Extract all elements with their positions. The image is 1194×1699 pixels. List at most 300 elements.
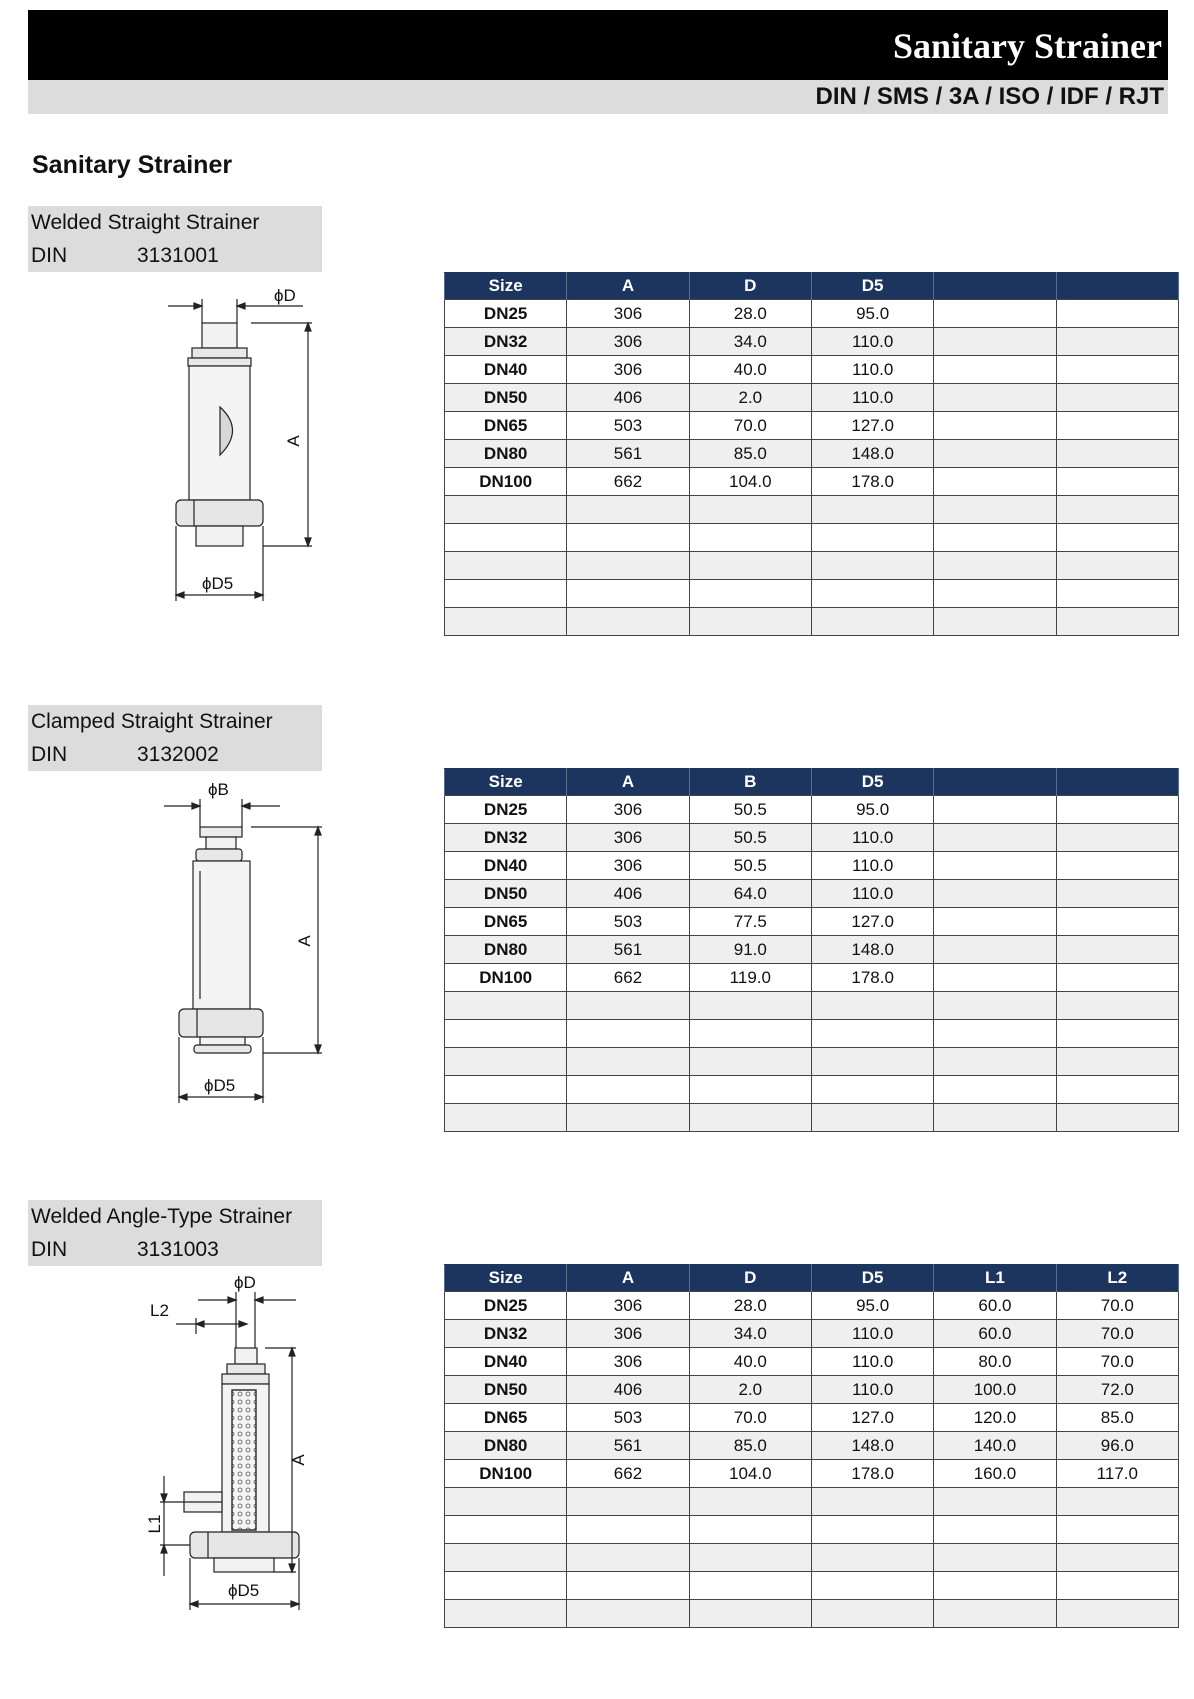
value-cell [811, 1544, 933, 1572]
value-cell [811, 496, 933, 524]
value-cell [1056, 412, 1178, 440]
table-row [445, 1404, 1179, 1432]
value-cell: 91.0 [689, 936, 811, 964]
column-header: L1 [934, 1265, 1056, 1292]
value-cell: 127.0 [811, 412, 933, 440]
size-cell: DN65 [445, 1404, 567, 1432]
column-header: D [689, 1265, 811, 1292]
value-cell: 160.0 [934, 1460, 1056, 1488]
value-cell [1056, 552, 1178, 580]
size-cell [445, 608, 567, 636]
dim-label-bottom: ϕD5 [228, 1581, 260, 1600]
size-cell: DN40 [445, 1348, 567, 1376]
size-cell: DN50 [445, 1376, 567, 1404]
value-cell [689, 1488, 811, 1516]
table-row [445, 1048, 1179, 1076]
table-header-row [445, 769, 1179, 796]
value-cell: 148.0 [811, 440, 933, 468]
dim-label-side: A [289, 1454, 308, 1466]
size-cell: DN80 [445, 440, 567, 468]
value-cell: 306 [567, 1320, 689, 1348]
value-cell: 60.0 [934, 1292, 1056, 1320]
table-row [445, 936, 1179, 964]
table-row [445, 1348, 1179, 1376]
size-cell: DN25 [445, 300, 567, 328]
value-cell [934, 796, 1056, 824]
value-cell: 50.5 [689, 852, 811, 880]
table-row [445, 468, 1179, 496]
value-cell [1056, 1516, 1178, 1544]
value-cell: 34.0 [689, 328, 811, 356]
value-cell: 306 [567, 1348, 689, 1376]
value-cell: 148.0 [811, 1432, 933, 1460]
table-row [445, 1488, 1179, 1516]
size-cell [445, 1020, 567, 1048]
value-cell [934, 992, 1056, 1020]
size-cell [445, 1104, 567, 1132]
table-row [445, 440, 1179, 468]
value-cell: 406 [567, 880, 689, 908]
spec-table-clamped-straight [444, 768, 1179, 1132]
drawing-welded-angle [140, 1270, 360, 1610]
section-standard: DIN [31, 1238, 68, 1261]
value-cell [811, 552, 933, 580]
value-cell [934, 496, 1056, 524]
value-cell: 50.5 [689, 796, 811, 824]
value-cell: 85.0 [1056, 1404, 1178, 1432]
value-cell: 306 [567, 356, 689, 384]
section-code: 3132002 [137, 743, 219, 766]
value-cell [1056, 936, 1178, 964]
section-label-welded-angle [28, 1200, 322, 1266]
value-cell [567, 1488, 689, 1516]
value-cell [567, 580, 689, 608]
value-cell [934, 300, 1056, 328]
value-cell: 70.0 [1056, 1320, 1178, 1348]
value-cell: 95.0 [811, 796, 933, 824]
value-cell [567, 552, 689, 580]
value-cell: 72.0 [1056, 1376, 1178, 1404]
value-cell [811, 1020, 933, 1048]
value-cell: 28.0 [689, 300, 811, 328]
table-row [445, 880, 1179, 908]
value-cell: 110.0 [811, 880, 933, 908]
table-row [445, 1292, 1179, 1320]
value-cell [934, 356, 1056, 384]
value-cell [1056, 880, 1178, 908]
size-cell: DN25 [445, 796, 567, 824]
size-cell [445, 1488, 567, 1516]
drawing-welded-straight [150, 275, 350, 605]
section-name: Welded Angle-Type Strainer [31, 1205, 293, 1228]
value-cell: 561 [567, 1432, 689, 1460]
column-header: D5 [811, 1265, 933, 1292]
table-row [445, 964, 1179, 992]
value-cell [811, 1488, 933, 1516]
page-heading: Sanitary Strainer [32, 151, 233, 179]
value-cell: 110.0 [811, 1376, 933, 1404]
value-cell [1056, 992, 1178, 1020]
value-cell: 662 [567, 1460, 689, 1488]
dim-label-bottom: ϕD5 [202, 574, 234, 593]
value-cell: 64.0 [689, 880, 811, 908]
section-label-clamped-straight [28, 705, 322, 771]
table-row [445, 796, 1179, 824]
drawing-clamped-straight [150, 775, 350, 1105]
value-cell: 127.0 [811, 1404, 933, 1432]
value-cell: 95.0 [811, 300, 933, 328]
dim-label-bottom: ϕD5 [204, 1076, 236, 1095]
value-cell [567, 1048, 689, 1076]
value-cell: 60.0 [934, 1320, 1056, 1348]
value-cell [934, 608, 1056, 636]
value-cell: 2.0 [689, 384, 811, 412]
dim-label-side: A [295, 935, 314, 947]
value-cell [689, 1020, 811, 1048]
dim-label-side: A [284, 435, 303, 447]
table-row [445, 852, 1179, 880]
size-cell: DN32 [445, 1320, 567, 1348]
value-cell: 2.0 [689, 1376, 811, 1404]
value-cell: 503 [567, 412, 689, 440]
size-cell: DN40 [445, 356, 567, 384]
value-cell [934, 880, 1056, 908]
value-cell [689, 1076, 811, 1104]
value-cell [934, 552, 1056, 580]
header-bar [28, 10, 1168, 80]
header-title: Sanitary Strainer [893, 26, 1162, 66]
value-cell [1056, 796, 1178, 824]
header-subtitle: DIN / SMS / 3A / ISO / IDF / RJT [815, 83, 1164, 110]
section-name: Clamped Straight Strainer [31, 710, 273, 733]
size-cell: DN25 [445, 1292, 567, 1320]
value-cell: 85.0 [689, 440, 811, 468]
value-cell [1056, 964, 1178, 992]
value-cell [1056, 1076, 1178, 1104]
value-cell [811, 580, 933, 608]
column-header: D [689, 273, 811, 300]
value-cell [1056, 384, 1178, 412]
column-header: A [567, 1265, 689, 1292]
value-cell: 110.0 [811, 384, 933, 412]
value-cell [1056, 824, 1178, 852]
value-cell [934, 468, 1056, 496]
spec-table-welded-straight [444, 272, 1179, 636]
value-cell: 110.0 [811, 328, 933, 356]
value-cell: 178.0 [811, 964, 933, 992]
value-cell [934, 412, 1056, 440]
value-cell [567, 496, 689, 524]
value-cell [934, 936, 1056, 964]
table-row [445, 300, 1179, 328]
value-cell [689, 1600, 811, 1628]
value-cell: 120.0 [934, 1404, 1056, 1432]
value-cell [689, 1516, 811, 1544]
value-cell: 70.0 [1056, 1348, 1178, 1376]
column-header [934, 273, 1056, 300]
value-cell [567, 1076, 689, 1104]
value-cell [811, 992, 933, 1020]
value-cell [1056, 524, 1178, 552]
table-header-row [445, 273, 1179, 300]
value-cell: 662 [567, 964, 689, 992]
value-cell: 140.0 [934, 1432, 1056, 1460]
value-cell [1056, 1572, 1178, 1600]
size-cell [445, 1048, 567, 1076]
value-cell: 117.0 [1056, 1460, 1178, 1488]
value-cell: 662 [567, 468, 689, 496]
size-cell: DN100 [445, 1460, 567, 1488]
value-cell [934, 1076, 1056, 1104]
value-cell: 110.0 [811, 1348, 933, 1376]
value-cell [1056, 1544, 1178, 1572]
value-cell [934, 1048, 1056, 1076]
value-cell [689, 496, 811, 524]
value-cell [1056, 1020, 1178, 1048]
value-cell [934, 908, 1056, 936]
table-row [445, 384, 1179, 412]
size-cell: DN50 [445, 880, 567, 908]
column-header [1056, 769, 1178, 796]
value-cell: 406 [567, 1376, 689, 1404]
value-cell: 40.0 [689, 356, 811, 384]
value-cell [1056, 580, 1178, 608]
value-cell: 306 [567, 852, 689, 880]
value-cell [689, 992, 811, 1020]
value-cell [689, 1048, 811, 1076]
table-row [445, 1544, 1179, 1572]
value-cell [934, 1020, 1056, 1048]
value-cell: 306 [567, 824, 689, 852]
value-cell [934, 852, 1056, 880]
value-cell [689, 1572, 811, 1600]
table-row [445, 1376, 1179, 1404]
value-cell [689, 1544, 811, 1572]
table-row [445, 1516, 1179, 1544]
value-cell: 561 [567, 936, 689, 964]
value-cell: 110.0 [811, 824, 933, 852]
table-row [445, 412, 1179, 440]
value-cell [811, 524, 933, 552]
value-cell [934, 524, 1056, 552]
value-cell: 110.0 [811, 356, 933, 384]
value-cell: 306 [567, 300, 689, 328]
value-cell [811, 1600, 933, 1628]
value-cell [934, 1544, 1056, 1572]
value-cell: 100.0 [934, 1376, 1056, 1404]
section-code: 3131003 [137, 1238, 219, 1261]
size-cell [445, 496, 567, 524]
section-label-welded-straight [28, 206, 322, 272]
section-standard: DIN [31, 743, 68, 766]
value-cell [1056, 1600, 1178, 1628]
value-cell [567, 1104, 689, 1132]
table-row [445, 1104, 1179, 1132]
value-cell [689, 608, 811, 636]
table-row [445, 1460, 1179, 1488]
value-cell: 406 [567, 384, 689, 412]
value-cell: 178.0 [811, 1460, 933, 1488]
value-cell [1056, 300, 1178, 328]
value-cell [1056, 608, 1178, 636]
value-cell: 561 [567, 440, 689, 468]
value-cell [934, 824, 1056, 852]
value-cell [811, 1516, 933, 1544]
size-cell [445, 1076, 567, 1104]
value-cell [567, 608, 689, 636]
table-row [445, 1600, 1179, 1628]
value-cell [1056, 1048, 1178, 1076]
value-cell: 306 [567, 796, 689, 824]
value-cell [934, 580, 1056, 608]
value-cell: 148.0 [811, 936, 933, 964]
value-cell [1056, 356, 1178, 384]
value-cell [689, 552, 811, 580]
size-cell [445, 992, 567, 1020]
table-row [445, 992, 1179, 1020]
size-cell [445, 580, 567, 608]
column-header: D5 [811, 273, 933, 300]
value-cell [934, 440, 1056, 468]
size-cell: DN100 [445, 964, 567, 992]
column-header: D5 [811, 769, 933, 796]
value-cell [567, 1516, 689, 1544]
value-cell [1056, 328, 1178, 356]
value-cell [934, 1488, 1056, 1516]
value-cell: 119.0 [689, 964, 811, 992]
value-cell [567, 1572, 689, 1600]
value-cell [689, 1104, 811, 1132]
size-cell [445, 1516, 567, 1544]
value-cell [1056, 1488, 1178, 1516]
table-row [445, 1020, 1179, 1048]
column-header: Size [445, 1265, 567, 1292]
dim-label-top: ϕB [208, 780, 229, 799]
value-cell [1056, 440, 1178, 468]
section-name: Welded Straight Strainer [31, 211, 260, 234]
spec-table-welded-angle [444, 1264, 1179, 1628]
size-cell [445, 1572, 567, 1600]
size-cell: DN32 [445, 328, 567, 356]
table-row [445, 1076, 1179, 1104]
column-header: A [567, 769, 689, 796]
value-cell: 306 [567, 1292, 689, 1320]
header-subbar [28, 80, 1168, 114]
size-cell: DN80 [445, 936, 567, 964]
value-cell: 34.0 [689, 1320, 811, 1348]
dim-label-l1: L1 [145, 1514, 164, 1534]
value-cell [1056, 852, 1178, 880]
value-cell: 28.0 [689, 1292, 811, 1320]
value-cell [567, 1020, 689, 1048]
table-row [445, 608, 1179, 636]
table-row [445, 524, 1179, 552]
table-row [445, 908, 1179, 936]
value-cell [1056, 496, 1178, 524]
value-cell: 503 [567, 908, 689, 936]
value-cell [811, 1572, 933, 1600]
value-cell: 178.0 [811, 468, 933, 496]
value-cell [934, 1516, 1056, 1544]
table-row [445, 824, 1179, 852]
size-cell [445, 552, 567, 580]
value-cell: 77.5 [689, 908, 811, 936]
value-cell: 96.0 [1056, 1432, 1178, 1460]
value-cell [811, 1048, 933, 1076]
size-cell: DN40 [445, 852, 567, 880]
value-cell [934, 1104, 1056, 1132]
column-header [1056, 273, 1178, 300]
value-cell: 503 [567, 1404, 689, 1432]
size-cell: DN32 [445, 824, 567, 852]
value-cell [1056, 468, 1178, 496]
size-cell: DN50 [445, 384, 567, 412]
value-cell: 40.0 [689, 1348, 811, 1376]
value-cell [934, 1572, 1056, 1600]
value-cell [567, 1600, 689, 1628]
value-cell: 80.0 [934, 1348, 1056, 1376]
value-cell [567, 524, 689, 552]
value-cell [811, 1076, 933, 1104]
section-standard: DIN [31, 244, 68, 267]
dim-label-l2: L2 [150, 1301, 169, 1320]
section-code: 3131001 [137, 244, 219, 267]
value-cell [934, 964, 1056, 992]
table-row [445, 496, 1179, 524]
table-row [445, 552, 1179, 580]
table-row [445, 328, 1179, 356]
value-cell: 306 [567, 328, 689, 356]
value-cell [1056, 1104, 1178, 1132]
value-cell [1056, 908, 1178, 936]
value-cell: 70.0 [689, 412, 811, 440]
size-cell [445, 524, 567, 552]
value-cell: 50.5 [689, 824, 811, 852]
column-header: L2 [1056, 1265, 1178, 1292]
value-cell [934, 328, 1056, 356]
value-cell [811, 608, 933, 636]
table-header-row [445, 1265, 1179, 1292]
value-cell: 110.0 [811, 1320, 933, 1348]
column-header: Size [445, 769, 567, 796]
size-cell: DN65 [445, 412, 567, 440]
size-cell [445, 1544, 567, 1572]
value-cell: 85.0 [689, 1432, 811, 1460]
size-cell: DN80 [445, 1432, 567, 1460]
value-cell: 127.0 [811, 908, 933, 936]
value-cell [811, 1104, 933, 1132]
value-cell: 70.0 [1056, 1292, 1178, 1320]
value-cell [689, 580, 811, 608]
column-header: A [567, 273, 689, 300]
column-header: B [689, 769, 811, 796]
table-row [445, 356, 1179, 384]
table-row [445, 580, 1179, 608]
value-cell [934, 1600, 1056, 1628]
value-cell [689, 524, 811, 552]
value-cell: 110.0 [811, 852, 933, 880]
column-header: Size [445, 273, 567, 300]
size-cell: DN100 [445, 468, 567, 496]
dim-label-top: ϕD [274, 286, 296, 305]
table-row [445, 1320, 1179, 1348]
value-cell [567, 992, 689, 1020]
value-cell: 104.0 [689, 1460, 811, 1488]
value-cell [934, 384, 1056, 412]
value-cell [567, 1544, 689, 1572]
value-cell: 95.0 [811, 1292, 933, 1320]
value-cell: 104.0 [689, 468, 811, 496]
